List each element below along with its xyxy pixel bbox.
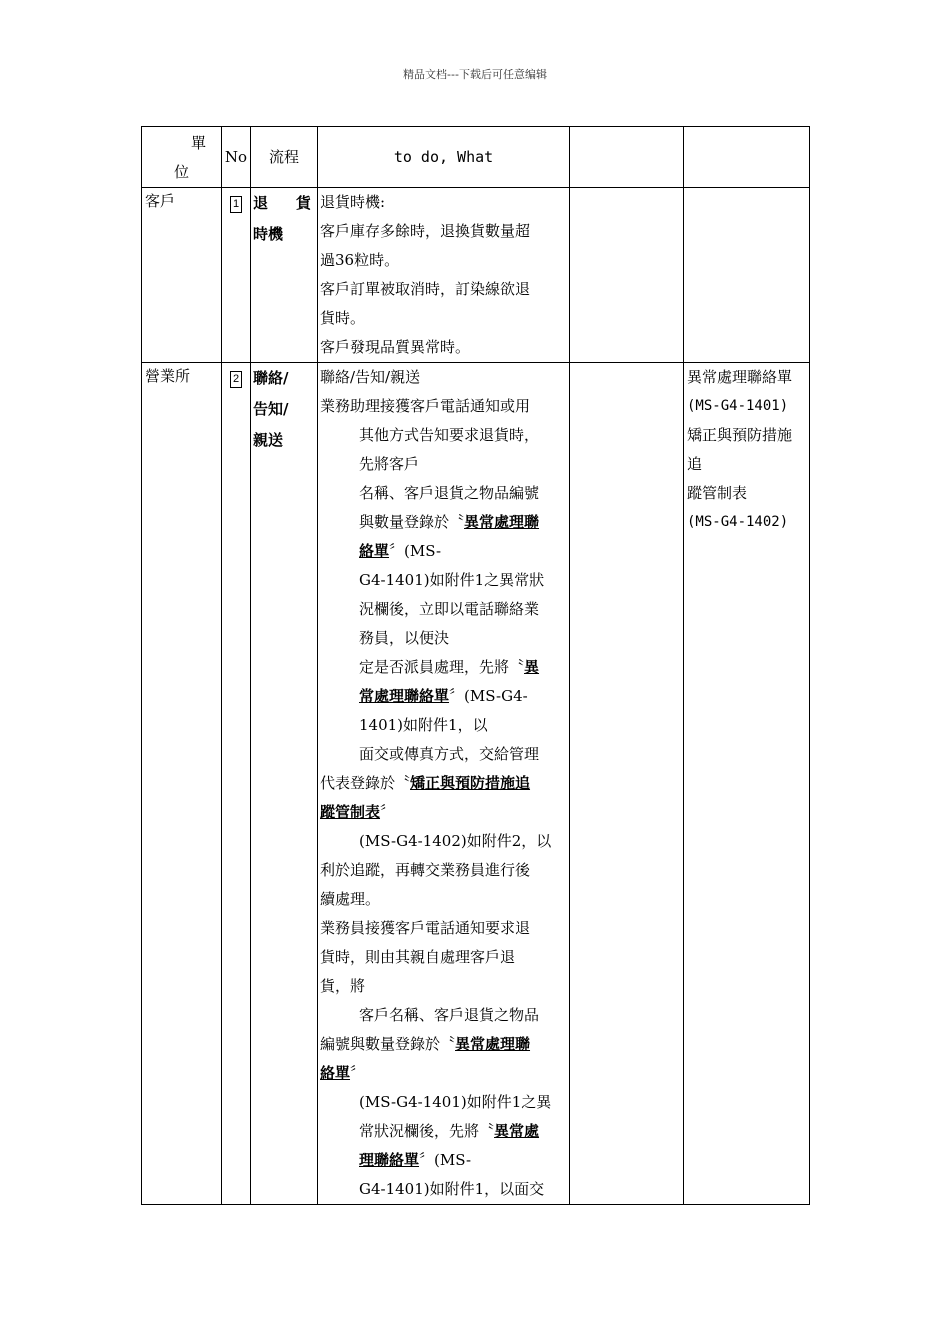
header-unit bbox=[142, 127, 222, 188]
step-number-badge: 2 bbox=[230, 371, 242, 388]
no-cell bbox=[222, 363, 251, 1205]
header-row bbox=[142, 127, 810, 188]
unit-cell: 客戶 bbox=[142, 188, 222, 363]
todo-line: 常狀況欄後，先將〝異常處 bbox=[359, 1122, 540, 1140]
todo-line: (MS-G4-1401)如附件1之異 bbox=[359, 1093, 552, 1111]
todo-line: 務員，以便決 bbox=[359, 629, 450, 647]
no-cell bbox=[222, 188, 251, 363]
todo-line: 其他方式告知要求退貨時， bbox=[359, 426, 540, 444]
todo-line: 定是否派員處理，先將〝異 bbox=[359, 658, 540, 676]
todo-line: 貨時。 bbox=[320, 309, 366, 327]
table-row-return-timing bbox=[142, 188, 810, 363]
notes-cell bbox=[684, 363, 810, 1205]
form-reference: 絡單 bbox=[320, 1064, 351, 1082]
todo-line: 蹤管制表〞 bbox=[320, 803, 396, 821]
form-reference: 絡單 bbox=[359, 542, 390, 560]
todo-cell bbox=[318, 363, 570, 1205]
form-reference: 異常處 bbox=[494, 1122, 540, 1140]
note-line: 矯正與預防措施 bbox=[687, 426, 793, 444]
todo-line: 聯絡/告知/親送 bbox=[320, 368, 421, 386]
col6-cell bbox=[684, 188, 810, 363]
step-number-badge: 1 bbox=[230, 196, 242, 213]
header-flow: 流程 bbox=[251, 127, 318, 188]
col5-cell bbox=[570, 363, 684, 1205]
todo-line: 理聯絡單〞(MS- bbox=[359, 1151, 472, 1169]
todo-line: 常處理聯絡單〞(MS-G4- bbox=[359, 687, 528, 705]
todo-line: G4-1401)如附件1，以面交 bbox=[359, 1180, 545, 1198]
header-col6 bbox=[684, 127, 810, 188]
todo-line: 過36粒時。 bbox=[320, 251, 400, 269]
flow-line1: 退 貨 bbox=[253, 194, 311, 212]
header-col5 bbox=[570, 127, 684, 188]
flow-line2: 時機 bbox=[253, 225, 284, 243]
header-no: No bbox=[222, 127, 251, 188]
todo-line: 貨時，則由其親自處理客戶退 bbox=[320, 948, 516, 966]
header-unit-line1: 單 bbox=[190, 134, 206, 152]
note-line: 追 bbox=[687, 455, 703, 473]
flow-line2: 告知/ bbox=[253, 400, 289, 418]
table-row-contact-notify bbox=[142, 363, 810, 1205]
unit-cell: 營業所 bbox=[142, 363, 222, 1205]
todo-line: 客戶發現品質異常時。 bbox=[320, 338, 471, 356]
form-reference: 異常處理聯 bbox=[455, 1035, 531, 1053]
todo-line: 與數量登錄於〝異常處理聯 bbox=[359, 513, 540, 531]
header-unit-line2: 位 bbox=[173, 163, 189, 181]
form-reference: 異常處理聯 bbox=[464, 513, 540, 531]
form-reference: 常處理聯絡單 bbox=[359, 687, 450, 705]
todo-line: 業務員接獲客戶電話通知要求退 bbox=[320, 919, 531, 937]
todo-line: 客戶庫存多餘時，退換貨數量超 bbox=[320, 222, 531, 240]
todo-line: 業務助理接獲客戶電話通知或用 bbox=[320, 397, 531, 415]
todo-cell bbox=[318, 188, 570, 363]
flow-cell bbox=[251, 363, 318, 1205]
todo-line: 客戶名稱、客戶退貨之物品 bbox=[359, 1006, 540, 1024]
form-reference: 矯正與預防措施追 bbox=[410, 774, 531, 792]
todo-line: 絡單〞 bbox=[320, 1064, 366, 1082]
note-line: 異常處理聯絡單 bbox=[687, 368, 793, 386]
note-line: (MS-G4-1402) bbox=[687, 514, 789, 530]
flow-line1: 聯絡/ bbox=[253, 369, 289, 387]
form-reference: 異 bbox=[524, 658, 540, 676]
todo-line: 況欄後，立即以電話聯絡業 bbox=[359, 600, 540, 618]
todo-line: G4-1401)如附件1之異常狀 bbox=[359, 571, 545, 589]
flow-line3: 親送 bbox=[253, 431, 284, 449]
todo-line: 1401)如附件1，以 bbox=[359, 716, 488, 734]
todo-line: (MS-G4-1402)如附件2，以 bbox=[359, 832, 552, 850]
header-todo: to do, What bbox=[318, 127, 570, 188]
todo-line: 代表登錄於〝矯正與預防措施追 bbox=[320, 774, 531, 792]
todo-line: 先將客戶 bbox=[359, 455, 420, 473]
form-reference: 蹤管制表 bbox=[320, 803, 381, 821]
todo-line: 貨，將 bbox=[320, 977, 366, 995]
todo-line: 名稱、客戶退貨之物品編號 bbox=[359, 484, 540, 502]
todo-line: 客戶訂單被取消時，訂染線欲退 bbox=[320, 280, 531, 298]
note-line: (MS-G4-1401) bbox=[687, 398, 789, 414]
todo-line: 利於追蹤，再轉交業務員進行後 bbox=[320, 861, 531, 879]
form-reference: 理聯絡單 bbox=[359, 1151, 420, 1169]
todo-line: 編號與數量登錄於〝異常處理聯 bbox=[320, 1035, 531, 1053]
flow-cell bbox=[251, 188, 318, 363]
todo-line: 續處理。 bbox=[320, 890, 381, 908]
note-line: 蹤管制表 bbox=[687, 484, 748, 502]
col5-cell bbox=[570, 188, 684, 363]
page-header: 精品文档---下载后可任意编辑 bbox=[403, 68, 547, 81]
todo-line: 絡單〞(MS- bbox=[359, 542, 442, 560]
procedure-table bbox=[141, 126, 810, 1205]
todo-line: 退貨時機: bbox=[320, 193, 386, 211]
todo-line: 面交或傳真方式，交給管理 bbox=[359, 745, 540, 763]
